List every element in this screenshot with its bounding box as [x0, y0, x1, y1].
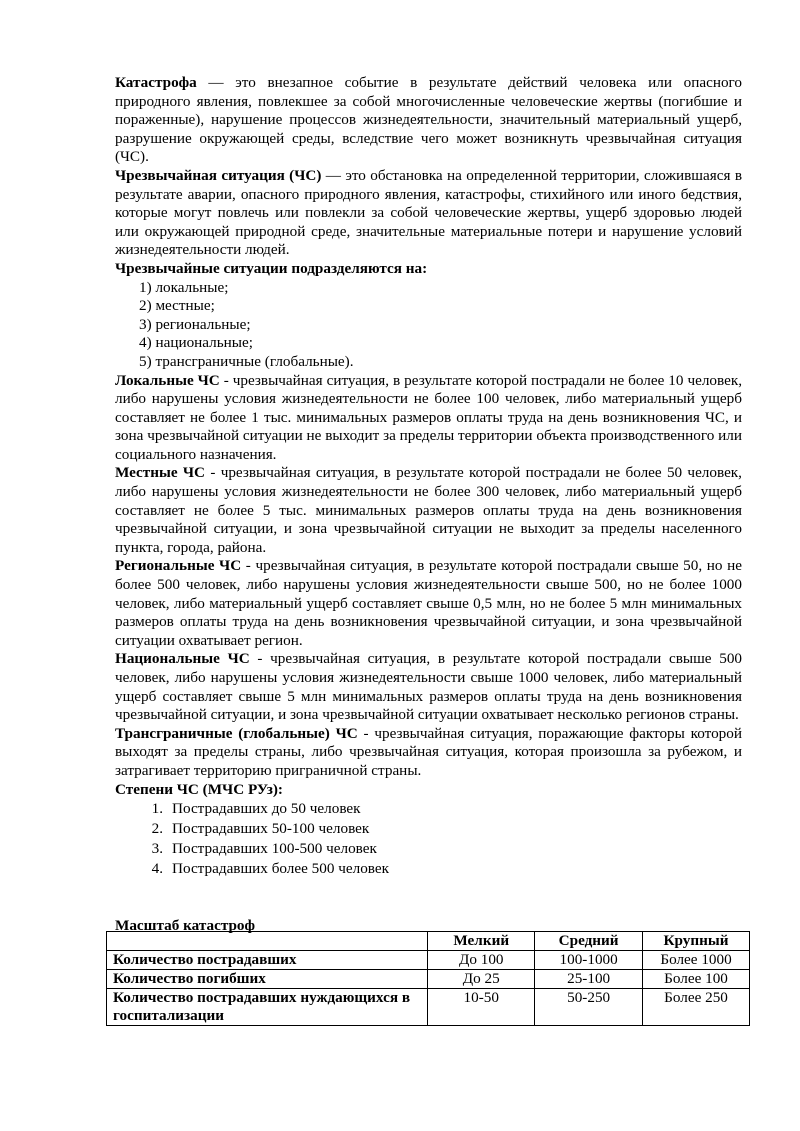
list-number: 2. [151, 820, 163, 838]
type-term: Региональные ЧС [115, 557, 242, 575]
list-text: Пострадавших 100-500 человек [172, 840, 377, 858]
list-item: 4) национальные; [139, 334, 253, 352]
list-text: Пострадавших до 50 человек [172, 800, 361, 818]
list-item: 2) местные; [139, 297, 215, 315]
table-cell: Более 1000 [643, 951, 750, 970]
list-item: 1) локальные; [139, 278, 229, 296]
list-item [115, 859, 742, 879]
definition-text: — это внезапное событие в результате действий человека или опасного природного явления, повлекшее за собой многочисленные человеческие жертвы (погибшие и пораженные), нарушение процессов жизнедеятельности, значительный материальный ущерб, разрушение окружающей среды, вследствие чего может возникнуть чрезвычайная ситуация (ЧС). [115, 74, 742, 166]
table-header-cell: Средний [535, 932, 643, 951]
type-text: - чрезвычайная ситуация, в результате которой пострадали свыше 500 человек, либо нарушены условия жизнедеятельности свыше 1000 человек, либо материальный ущерб составляет свыше 5 млн минимальных размеров оплаты труда на день возникновения чрезвычайной ситуации, и зона чрезвычайной ситуации охватывает несколько регионов страны. [115, 650, 743, 724]
type-national [115, 650, 742, 724]
row-label: Количество погибших [107, 970, 428, 989]
list-text: Пострадавших более 500 человек [172, 860, 390, 878]
list-number: 3. [151, 840, 163, 858]
list-item: 5) трансграничные (глобальные). [139, 352, 354, 370]
row-label: Количество пострадавших нуждающихся в госпитализации [107, 989, 428, 1026]
table-cell: До 100 [428, 951, 535, 970]
table-cell: 25-100 [535, 970, 643, 989]
type-text: - чрезвычайная ситуация, поражающие факторы которой выходят за пределы страны, либо чрезвычайная ситуация, которая произошла за рубежом, и затрагивает территорию приграничной страны. [115, 724, 742, 779]
list-item [115, 819, 742, 839]
degrees-heading: Степени ЧС (МЧС РУз): [115, 780, 283, 798]
document-body [115, 74, 742, 879]
table-row [107, 970, 750, 989]
definition-text: — это обстановка на определенной территории, сложившаяся в результате аварии, опасного природного явления, катастрофы, стихийного или иного бедствия, которые могут повлечь или повлекли за собой человеческие жертвы, ущерб здоровью людей или окружающей природной среде, значительные материальные потери и нарушение условий жизнедеятельности людей. [115, 166, 742, 259]
classification-heading: Чрезвычайные ситуации подразделяются на: [115, 259, 428, 277]
list-item [115, 839, 742, 859]
table-header-cell: Мелкий [428, 932, 535, 951]
type-text: - чрезвычайная ситуация, в результате которой пострадали свыше 50, но не более 500 человек, либо нарушены условия жизнедеятельности свыше 500, но не более 1000 человек, либо материальный ущерб составляет свыше 0,5 млн, но не более 5 млн минимальных размеров оплаты труда на день возникновения чрезвычайной ситуации, и зона чрезвычайной ситуации охватывает регион. [115, 557, 742, 649]
list-item [115, 799, 742, 819]
type-term: Национальные ЧС [115, 650, 250, 668]
table-cell: Более 100 [643, 970, 750, 989]
type-municipal [115, 464, 742, 557]
list-text: Пострадавших 50-100 человек [172, 820, 370, 838]
table-cell: 100-1000 [535, 951, 643, 970]
table-cell: Более 250 [643, 989, 750, 1026]
type-term: Местные ЧС [115, 464, 206, 482]
type-regional [115, 557, 742, 650]
table-cell: До 25 [428, 970, 535, 989]
row-label: Количество пострадавших [107, 951, 428, 970]
type-term: Локальные ЧС [115, 371, 220, 389]
degrees-list [115, 799, 742, 879]
table-cell: 50-250 [535, 989, 643, 1026]
classification-list [115, 279, 742, 372]
list-number: 4. [151, 860, 163, 878]
scale-table [106, 931, 750, 1026]
type-transboundary [115, 725, 742, 781]
type-text: - чрезвычайная ситуация, в результате которой пострадали не более 10 человек, либо нарушены условия жизнедеятельности не более 100 человек, либо материальный ущерб составляет не более 1 тыс. минимальных размеров оплаты труда на день возникновения ЧС, и зона чрезвычайной ситуации не выходит за пределы территории объекта производственного или социального назначения. [115, 371, 742, 463]
list-number: 1. [151, 800, 163, 818]
table-header-row [107, 932, 750, 951]
list-item: 3) региональные; [139, 315, 251, 333]
table-row [107, 989, 750, 1026]
table-title: Масштаб катастроф [115, 917, 256, 934]
term-emergency: Чрезвычайная ситуация (ЧС) [115, 166, 322, 184]
term-catastrophe: Катастрофа [115, 74, 197, 91]
table-header-cell: Крупный [643, 932, 750, 951]
definition-emergency [115, 167, 742, 260]
type-text: - чрезвычайная ситуация, в результате которой пострадали не более 50 человек, либо нарушены условия жизнедеятельности не более 300 человек, либо материальный ущерб составляет не более 5 тыс. минимальных размеров оплаты труда на день возникновения чрезвычайной ситуации, и зона чрезвычайной ситуации не выходит за пределы населенного пункта, города, района. [115, 464, 742, 556]
table-header-cell [107, 932, 428, 951]
table-cell: 10-50 [428, 989, 535, 1026]
type-local [115, 372, 742, 465]
definition-catastrophe [115, 74, 742, 167]
type-term: Трансграничные (глобальные) ЧС [115, 724, 358, 742]
table-row [107, 951, 750, 970]
